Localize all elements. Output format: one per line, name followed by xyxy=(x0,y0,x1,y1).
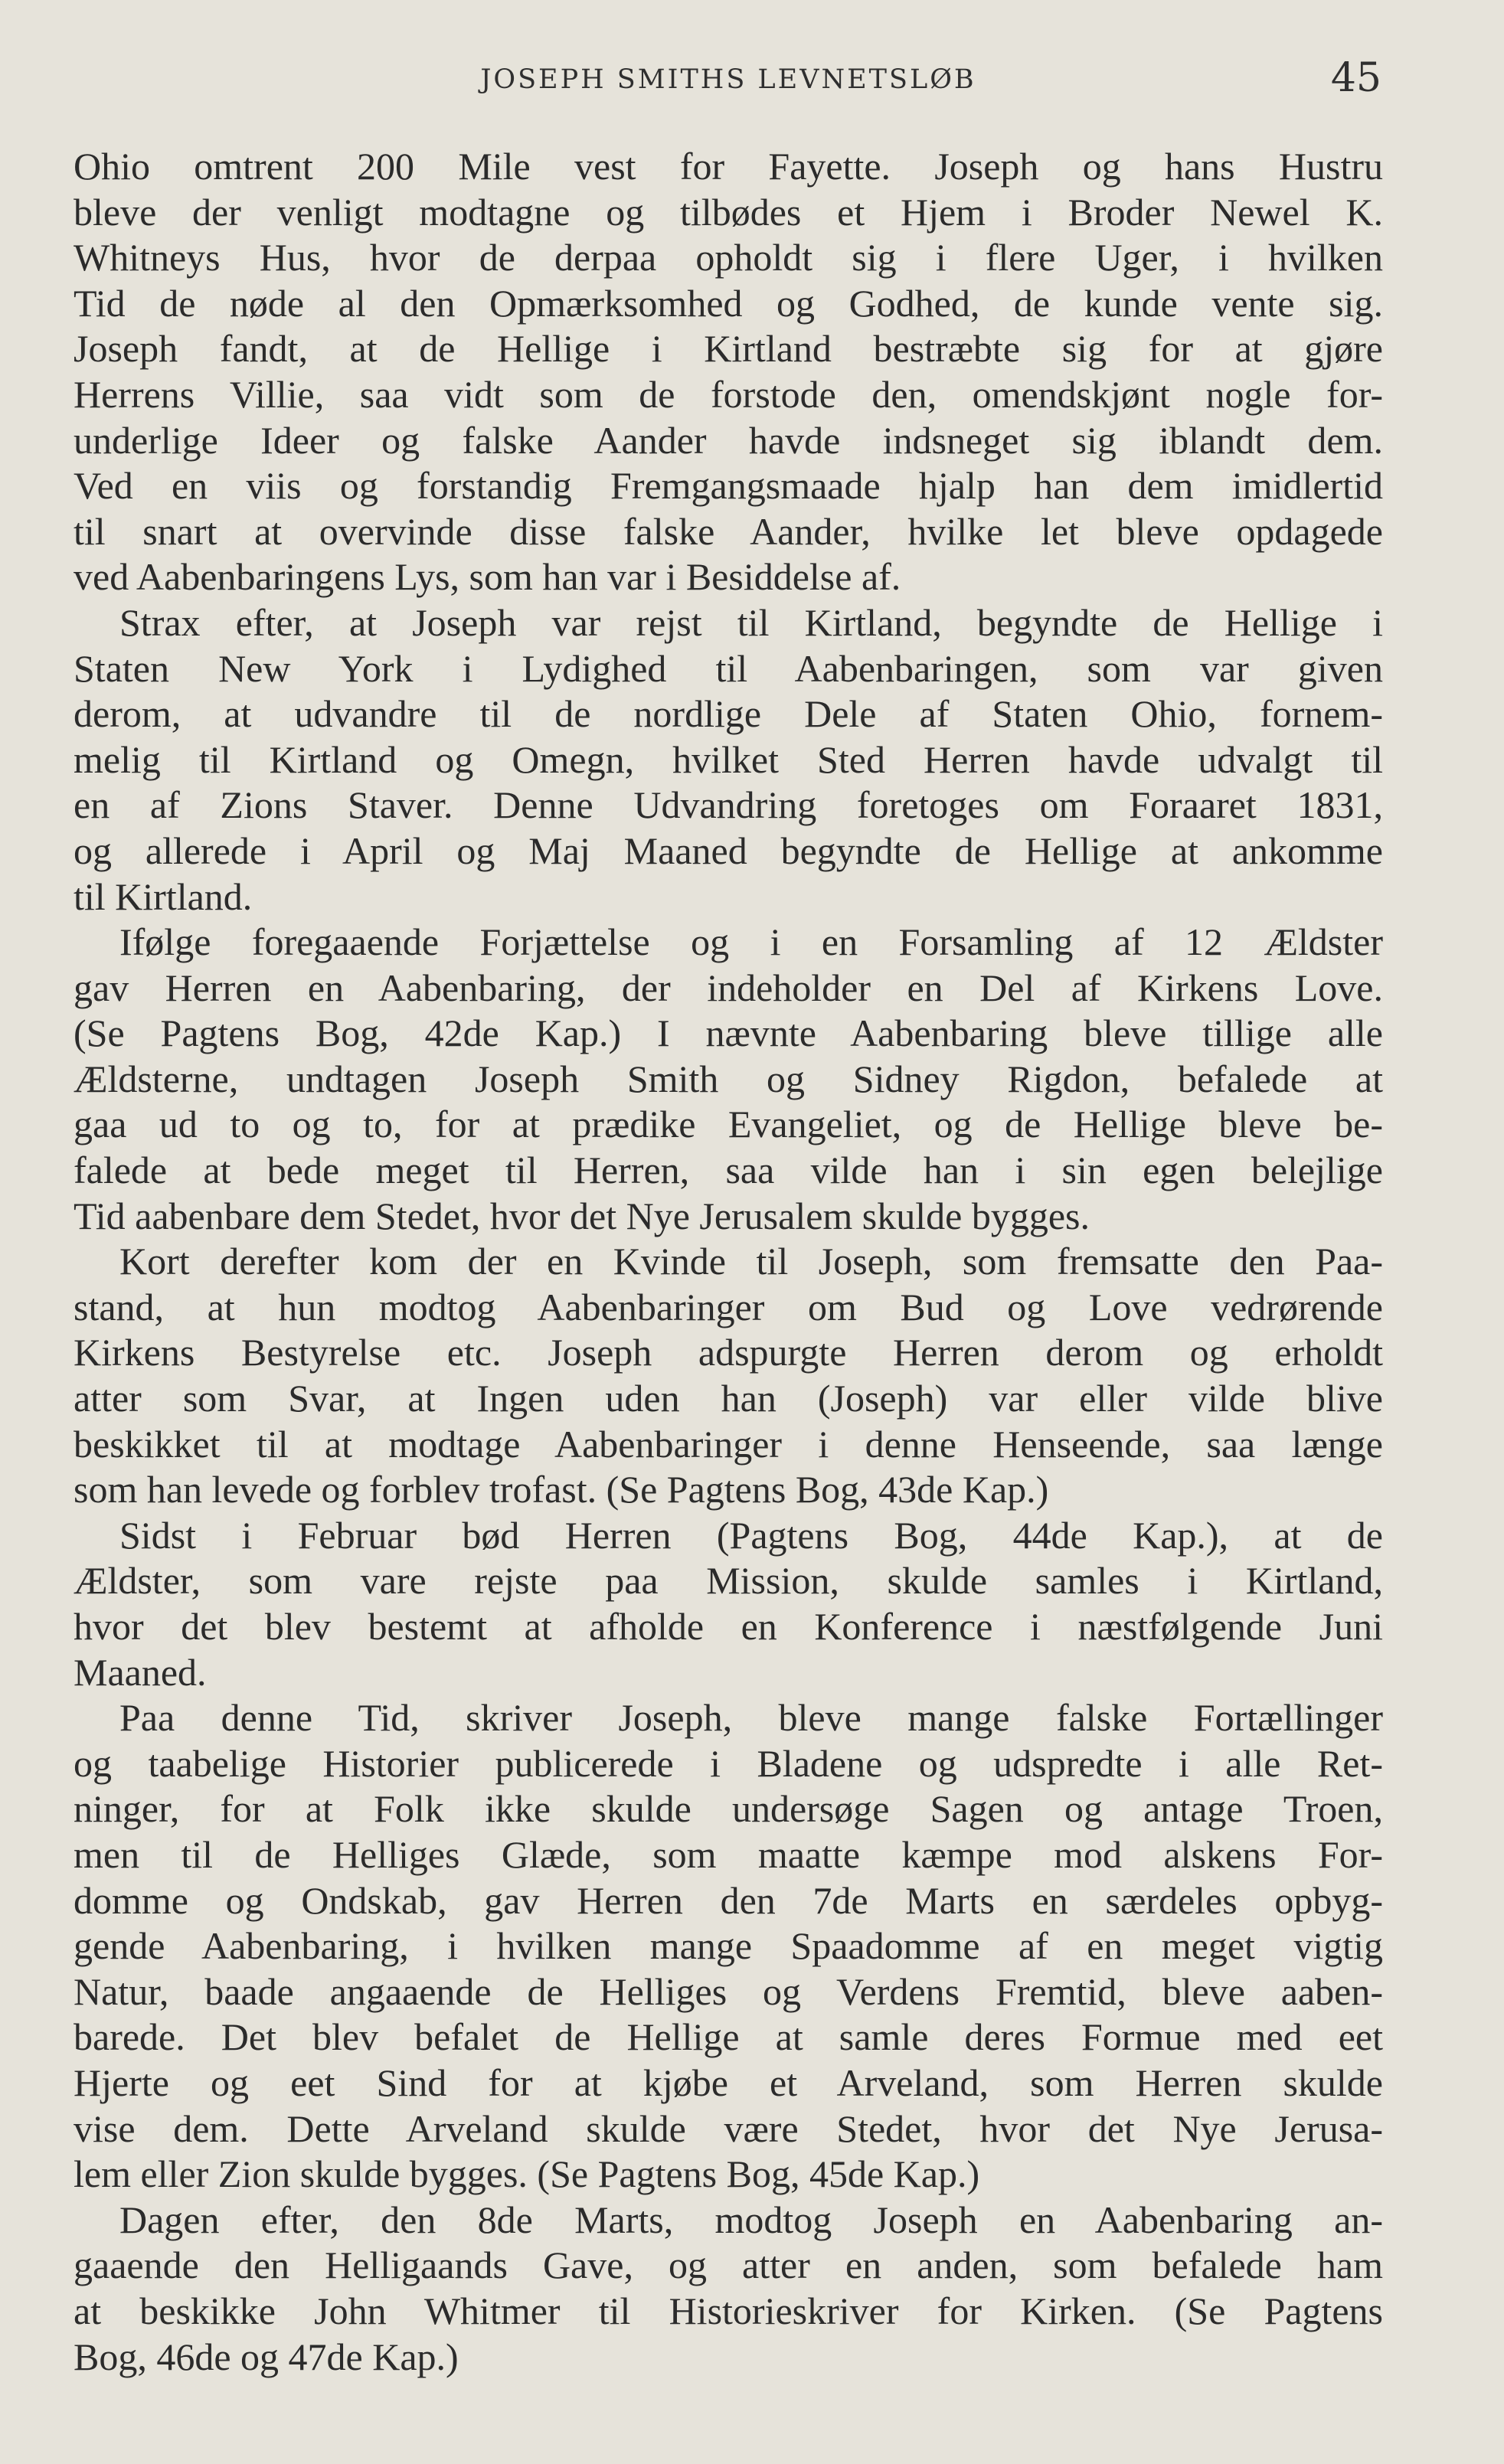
text-line: stand, at hun modtog Aabenbaringer om Bud og Love vedrørende xyxy=(74,1285,1383,1328)
text-line: barede. Det blev befalet de Hellige at samle deres Formue med eet xyxy=(74,2015,1383,2059)
text-line: bleve der venligt modtagne og tilbødes et Hjem i Broder Newel K. xyxy=(74,190,1383,234)
text-line: gav Herren en Aabenbaring, der indeholder en Del af Kirkens Love. xyxy=(74,966,1383,1009)
text-line: underlige Ideer og falske Aander havde indsneget sig iblandt dem. xyxy=(74,418,1383,462)
text-line: Ifølge foregaaende Forjættelse og i en Forsamling af 12 Ældster xyxy=(119,920,1383,964)
text-line: en af Zions Staver. Denne Udvandring foretoges om Foraaret 1831, xyxy=(74,783,1383,827)
text-line: Kirkens Bestyrelse etc. Joseph adspurgte Herren derom og erholdt xyxy=(74,1331,1383,1374)
text-line: Joseph fandt, at de Hellige i Kirtland bestræbte sig for at gjøre xyxy=(74,327,1383,371)
text-line: domme og Ondskab, gav Herren den 7de Marts en særdeles opbyg- xyxy=(74,1878,1383,1922)
text-line: Kort derefter kom der en Kvinde til Joseph, som fremsatte den Paa- xyxy=(119,1240,1383,1283)
text-line: atter som Svar, at Ingen uden han (Joseph) var eller vilde blive xyxy=(74,1377,1383,1420)
text-line: melig til Kirtland og Omegn, hvilket Sted Herren havde udvalgt til xyxy=(74,737,1383,781)
text-line: til Kirtland. xyxy=(74,874,253,918)
text-line: Natur, baade angaaende de Helliges og Verdens Fremtid, bleve aaben- xyxy=(74,1969,1383,2013)
text-line: Sidst i Februar bød Herren (Pagtens Bog, 44de Kap.), at de xyxy=(119,1513,1383,1557)
text-line: til snart at overvinde disse falske Aander, hvilke let bleve opdagede xyxy=(74,509,1383,553)
text-line: Staten New York i Lydighed til Aabenbaringen, som var given xyxy=(74,646,1383,690)
page-number: 45 xyxy=(1330,55,1381,101)
text-line: og taabelige Historier publicerede i Bladene og udspredte i alle Ret- xyxy=(74,1741,1383,1785)
text-line: Hjerte og eet Sind for at kjøbe et Arveland, som Herren skulde xyxy=(74,2060,1383,2104)
text-line: ninger, for at Folk ikke skulde undersøge Sagen og antage Troen, xyxy=(74,1787,1383,1831)
text-line: Ved en viis og forstandig Fremgangsmaade hjalp han dem imidlertid xyxy=(74,464,1383,508)
text-line: Maaned. xyxy=(74,1650,207,1694)
text-line: Ældster, som vare rejste paa Mission, skulde samles i Kirtland, xyxy=(74,1559,1383,1603)
text-line: Bog, 46de og 47de Kap.) xyxy=(74,2335,459,2378)
text-line: Herrens Villie, saa vidt som de forstode den, omendskjønt nogle for- xyxy=(74,372,1383,416)
text-line: Tid de nøde al den Opmærksomhed og Godhed, de kunde vente sig. xyxy=(74,281,1383,325)
text-line: som han levede og forblev trofast. (Se Pagtens Bog, 43de Kap.) xyxy=(74,1468,1049,1511)
text-line: vise dem. Dette Arveland skulde være Stedet, hvor det Nye Jerusa- xyxy=(74,2106,1383,2150)
running-title: JOSEPH SMITHS LEVNETSLØB xyxy=(480,64,976,95)
text-line: gaa ud to og to, for at prædike Evangeliet, og de Hellige bleve be- xyxy=(74,1103,1383,1146)
text-line: Strax efter, at Joseph var rejst til Kirtland, begyndte de Hellige i xyxy=(119,600,1383,644)
running-header xyxy=(74,55,1383,107)
text-line: Whitneys Hus, hvor de derpaa opholdt sig i flere Uger, i hvilken xyxy=(74,236,1383,279)
text-line: derom, at udvandre til de nordlige Dele af Staten Ohio, fornem- xyxy=(74,692,1383,736)
text-line: men til de Helliges Glæde, som maatte kæmpe mod alskens For- xyxy=(74,1832,1383,1876)
text-line: at beskikke John Whitmer til Historieskriver for Kirken. (Se Pagtens xyxy=(74,2289,1383,2332)
text-line: falede at bede meget til Herren, saa vilde han i sin egen belejlige xyxy=(74,1149,1383,1192)
text-line: gaaende den Helligaands Gave, og atter en anden, som befalede ham xyxy=(74,2243,1383,2287)
text-line: (Se Pagtens Bog, 42de Kap.) I nævnte Aabenbaring bleve tillige alle xyxy=(74,1011,1383,1055)
body-text xyxy=(74,144,1383,2380)
text-line: og allerede i April og Maj Maaned begyndte de Hellige at ankomme xyxy=(74,828,1383,872)
text-line: Tid aabenbare dem Stedet, hvor det Nye Jerusalem skulde bygges. xyxy=(74,1194,1090,1237)
text-line: hvor det blev bestemt at afholde en Konference i næstfølgende Juni xyxy=(74,1605,1383,1648)
text-line: lem eller Zion skulde bygges. (Se Pagtens Bog, 45de Kap.) xyxy=(74,2152,980,2196)
text-line: gende Aabenbaring, i hvilken mange Spaadomme af en meget vigtig xyxy=(74,1924,1383,1968)
text-line: Paa denne Tid, skriver Joseph, bleve mange falske Fortællinger xyxy=(119,1696,1383,1740)
text-line: beskikket til at modtage Aabenbaringer i denne Henseende, saa længe xyxy=(74,1422,1383,1466)
text-line: Dagen efter, den 8de Marts, modtog Joseph en Aabenbaring an- xyxy=(119,2198,1383,2241)
text-line: Ældsterne, undtagen Joseph Smith og Sidney Rigdon, befalede at xyxy=(74,1057,1383,1100)
text-line: ved Aabenbaringens Lys, som han var i Besiddelse af. xyxy=(74,555,901,599)
text-line: Ohio omtrent 200 Mile vest for Fayette. Joseph og hans Hustru xyxy=(74,145,1383,188)
